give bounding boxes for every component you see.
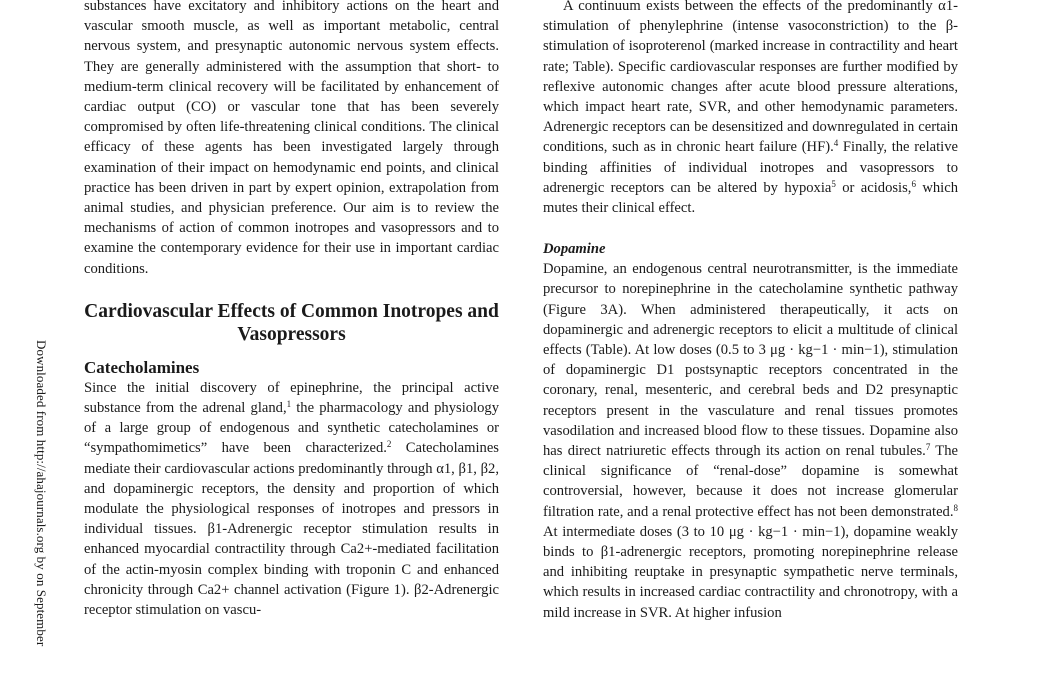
- dopamine-text-c: At intermediate doses (3 to 10 μg · kg−1 · min−1), dopamine weakly binds to β1-adrenergic receptors, promoting norepinephrine release and inhibiting reuptake in presynaptic sympathetic nerve terminals, which results in increased cardiac contractility and chronotropy, with a mild increase in SVR. At higher infusion: [543, 523, 958, 621]
- reference-4: 4: [833, 138, 839, 149]
- continuum-paragraph: [543, 0, 958, 218]
- catecholamines-text-3: Catecholamines mediate their cardiovascular actions predominantly through α1, β1, β2, and dopaminergic receptors, the density and proportion of which modulate the physiological responses of inotropes and pressors in individual tissues. β1-Adrenergic receptor stimulation results in enhanced myocardial contractility through Ca2+-mediated facilitation of the actin-myosin complex binding with troponin C and enhanced chronicity through Ca2+ channel activation (Figure 1). β2-Adrenergic receptor stimulation on vascu-: [84, 440, 499, 619]
- continuum-text-b: Finally, the relative binding affinities of individual inotropes and vasopressors to adrenergic receptors can be altered by hypoxia: [543, 139, 958, 196]
- catecholamines-subheading: Catecholamines: [84, 357, 200, 377]
- dopamine-text-b: The clinical significance of “renal-dose” dopamine is somewhat controversial, however, because it does not increase glomerular filtration rate, and a renal protective effect has not been demonstrated.: [543, 443, 958, 520]
- reference-5: 5: [831, 178, 836, 189]
- reference-2: 2: [386, 439, 392, 450]
- dopamine-heading: Dopamine: [543, 241, 606, 258]
- continuum-text-d: which mutes their clinical effect.: [543, 179, 958, 217]
- right-column: [543, 0, 958, 623]
- catecholamines-text-1: Since the initial discovery of epinephrine, the principal active substance from the adrenal gland,: [84, 379, 499, 417]
- catecholamines-text-2: the pharmacology and physiology of a large group of endogenous and synthetic catecholamines or “sympathomimetics” have been characterized.: [84, 400, 499, 457]
- download-watermark: Downloaded from http://ahajournals.org by on September: [34, 340, 49, 647]
- left-column: [84, 0, 499, 620]
- reference-8: 8: [953, 502, 958, 513]
- reference-1: 1: [286, 399, 292, 410]
- dopamine-paragraph: [543, 259, 958, 623]
- reference-6: 6: [911, 178, 916, 189]
- catecholamines-paragraph: [84, 378, 499, 620]
- continuum-text-c: or acidosis,: [835, 179, 912, 196]
- dopamine-text-a: Dopamine, an endogenous central neurotransmitter, is the immediate precursor to norepinephrine in the catecholamine synthetic pathway (Figure 3A). When administered therapeutically, it acts on dopaminergic and adrenergic receptors to elicit a multitude of clinical effects (Table). At low doses (0.5 to 3 μg · kg−1 · min−1), stimulation of dopaminergic D1 postsynaptic receptors concentrated in the coronary, renal, mesenteric, and cerebral beds and D2 presynaptic receptors present in the vasculature and renal tissues promotes vasodilation and increased blood flow to these tissues. Dopamine also has direct natriuretic effects through its action on renal tubules.: [543, 261, 958, 460]
- continuum-text-a: A continuum exists between the effects of the predominantly α1-stimulation of phenylephrine (intense vasoconstriction) to the β-stimulation of isoproterenol (marked increase in contractility and heart rate; Table). Specific cardiovascular responses are further modified by reflexive autonomic changes after acute blood pressure alterations, which impact heart rate, SVR, and other hemodynamic parameters. Adrenergic receptors can be desensitized and downregulated in certain conditions, such as in chronic heart failure (HF).: [543, 0, 958, 156]
- intro-paragraph: substances have excitatory and inhibitory actions on the heart and vascular smooth muscle, as well as important metabolic, central nervous system, and presynaptic autonomic nervous system effects. They are generally administered with the assumption that short- to medium-term clinical recovery will be facilitated by enhancement of cardiac output (CO) or vascular tone that has been severely compromised by often life-threatening clinical conditions. The clinical efficacy of these agents has been investigated largely through examination of their impact on hemodynamic end points, and clinical practice has been driven in part by expert opinion, extrapolation from animal studies, and physician preference. Our aim is to review the mechanisms of action of common inotropes and vasopressors and to examine the contemporary evidence for their use in important cardiac conditions.: [84, 0, 499, 277]
- section-heading: Cardiovascular Effects of Common Inotropes and Vasopressors: [84, 300, 499, 345]
- reference-7: 7: [925, 442, 931, 453]
